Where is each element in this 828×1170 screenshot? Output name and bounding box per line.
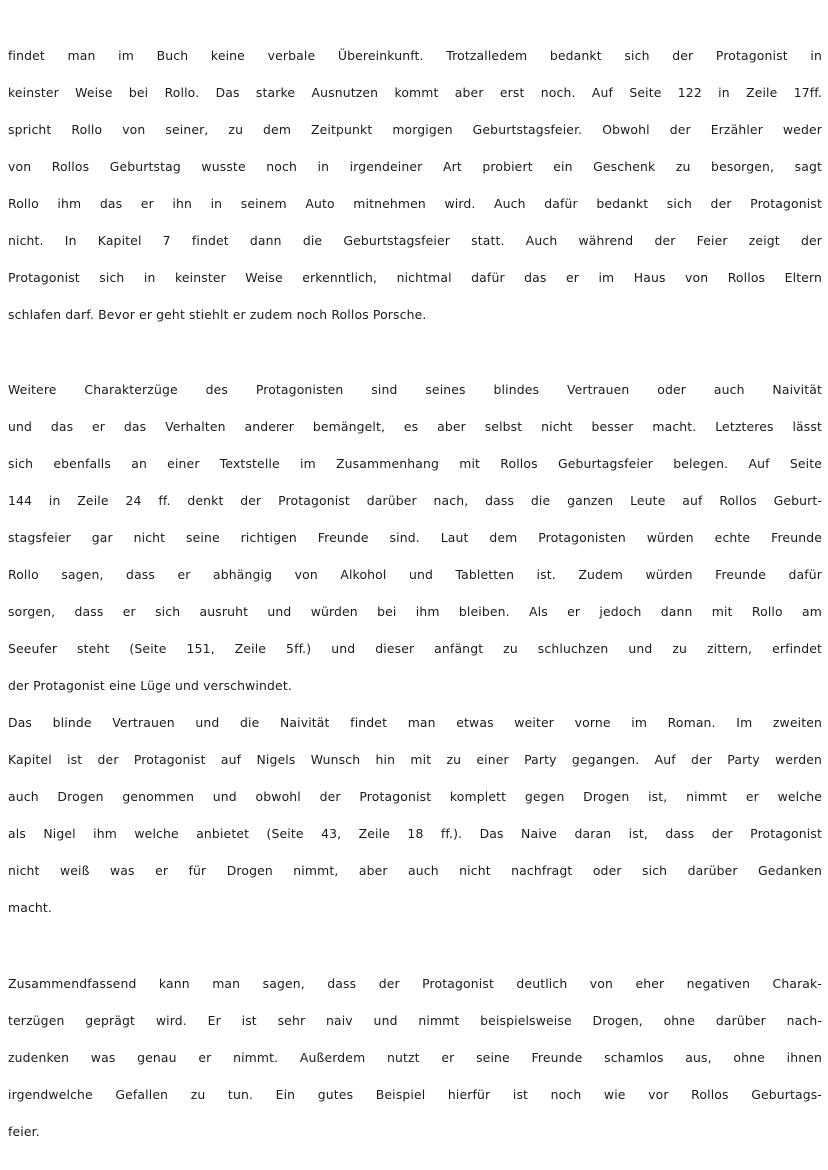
- text-line: auch Drogen genommen und obwohl der Protagonist komplett gegen Drogen ist, nimmt er welche: [8, 789, 822, 804]
- text-line: von Rollos Geburtstag wusste noch in irgendeiner Art probiert ein Geschenk zu besorgen, sagt: [8, 159, 822, 174]
- text-line: Weitere Charakterzüge des Protagonisten sind seines blindes Vertrauen oder auch Naivität: [8, 382, 822, 397]
- text-line: Das blinde Vertrauen und die Naivität findet man etwas weiter vorne im Roman. Im zweiten: [8, 715, 822, 730]
- text-line: keinster Weise bei Rollo. Das starke Ausnutzen kommt aber erst noch. Auf Seite 122 in Zeile 17ff.: [8, 85, 822, 100]
- text-line: terzügen geprägt wird. Er ist sehr naiv und nimmt beispielsweise Drogen, ohne darüber nach-: [8, 1013, 822, 1028]
- text-line: als Nigel ihm welche anbietet (Seite 43, Zeile 18 ff.). Das Naive daran ist, dass der Protagonist: [8, 826, 822, 841]
- text-line: sich ebenfalls an einer Textstelle im Zusammenhang mit Rollos Geburtagsfeier belegen. Auf Seite: [8, 456, 822, 471]
- text-line: spricht Rollo von seiner, zu dem Zeitpunkt morgigen Geburtstagsfeier. Obwohl der Erzähler weder: [8, 122, 822, 137]
- text-line: Seeufer steht (Seite 151, Zeile 5ff.) und dieser anfängt zu schluchzen und zu zittern, erfindet: [8, 641, 822, 656]
- text-line: findet man im Buch keine verbale Übereinkunft. Trotzalledem bedankt sich der Protagonist in: [8, 48, 822, 63]
- text-line: Rollo ihm das er ihn in seinem Auto mitnehmen wird. Auch dafür bedankt sich der Protagonist: [8, 196, 822, 211]
- text-line: Protagonist sich in keinster Weise erkenntlich, nichtmal dafür das er im Haus von Rollos Eltern: [8, 270, 822, 285]
- text-line: zudenken was genau er nimmt. Außerdem nutzt er seine Freunde schamlos aus, ohne ihnen: [8, 1050, 822, 1065]
- text-line: Zusammendfassend kann man sagen, dass der Protagonist deutlich von eher negativen Charak-: [8, 976, 822, 991]
- text-line: Kapitel ist der Protagonist auf Nigels Wunsch hin mit zu einer Party gegangen. Auf der Party werden: [8, 752, 822, 767]
- text-line: irgendwelche Gefallen zu tun. Ein gutes Beispiel hierfür ist noch wie vor Rollos Geburtags-: [8, 1087, 822, 1102]
- text-line: stagsfeier gar nicht seine richtigen Freunde sind. Laut dem Protagonisten würden echte Freunde: [8, 530, 822, 545]
- text-line: der Protagonist eine Lüge und verschwindet.: [8, 678, 292, 693]
- text-line: schlafen darf. Bevor er geht stiehlt er zudem noch Rollos Porsche.: [8, 307, 427, 322]
- text-line: feier.: [8, 1124, 40, 1139]
- text-line: Rollo sagen, dass er abhängig von Alkohol und Tabletten ist. Zudem würden Freunde dafür: [8, 567, 822, 582]
- text-line: macht.: [8, 900, 53, 915]
- text-line: sorgen, dass er sich ausruht und würden bei ihm bleiben. Als er jedoch dann mit Rollo am: [8, 604, 822, 619]
- text-line: und das er das Verhalten anderer bemängelt, es aber selbst nicht besser macht. Letzteres lässt: [8, 419, 822, 434]
- text-line: nicht. In Kapitel 7 findet dann die Geburtstagsfeier statt. Auch während der Feier zeigt der: [8, 233, 822, 248]
- text-line: 144 in Zeile 24 ff. denkt der Protagonist darüber nach, dass die ganzen Leute auf Rollos Geburt-: [8, 493, 822, 508]
- text-line: nicht weiß was er für Drogen nimmt, aber auch nicht nachfragt oder sich darüber Gedanken: [8, 863, 822, 878]
